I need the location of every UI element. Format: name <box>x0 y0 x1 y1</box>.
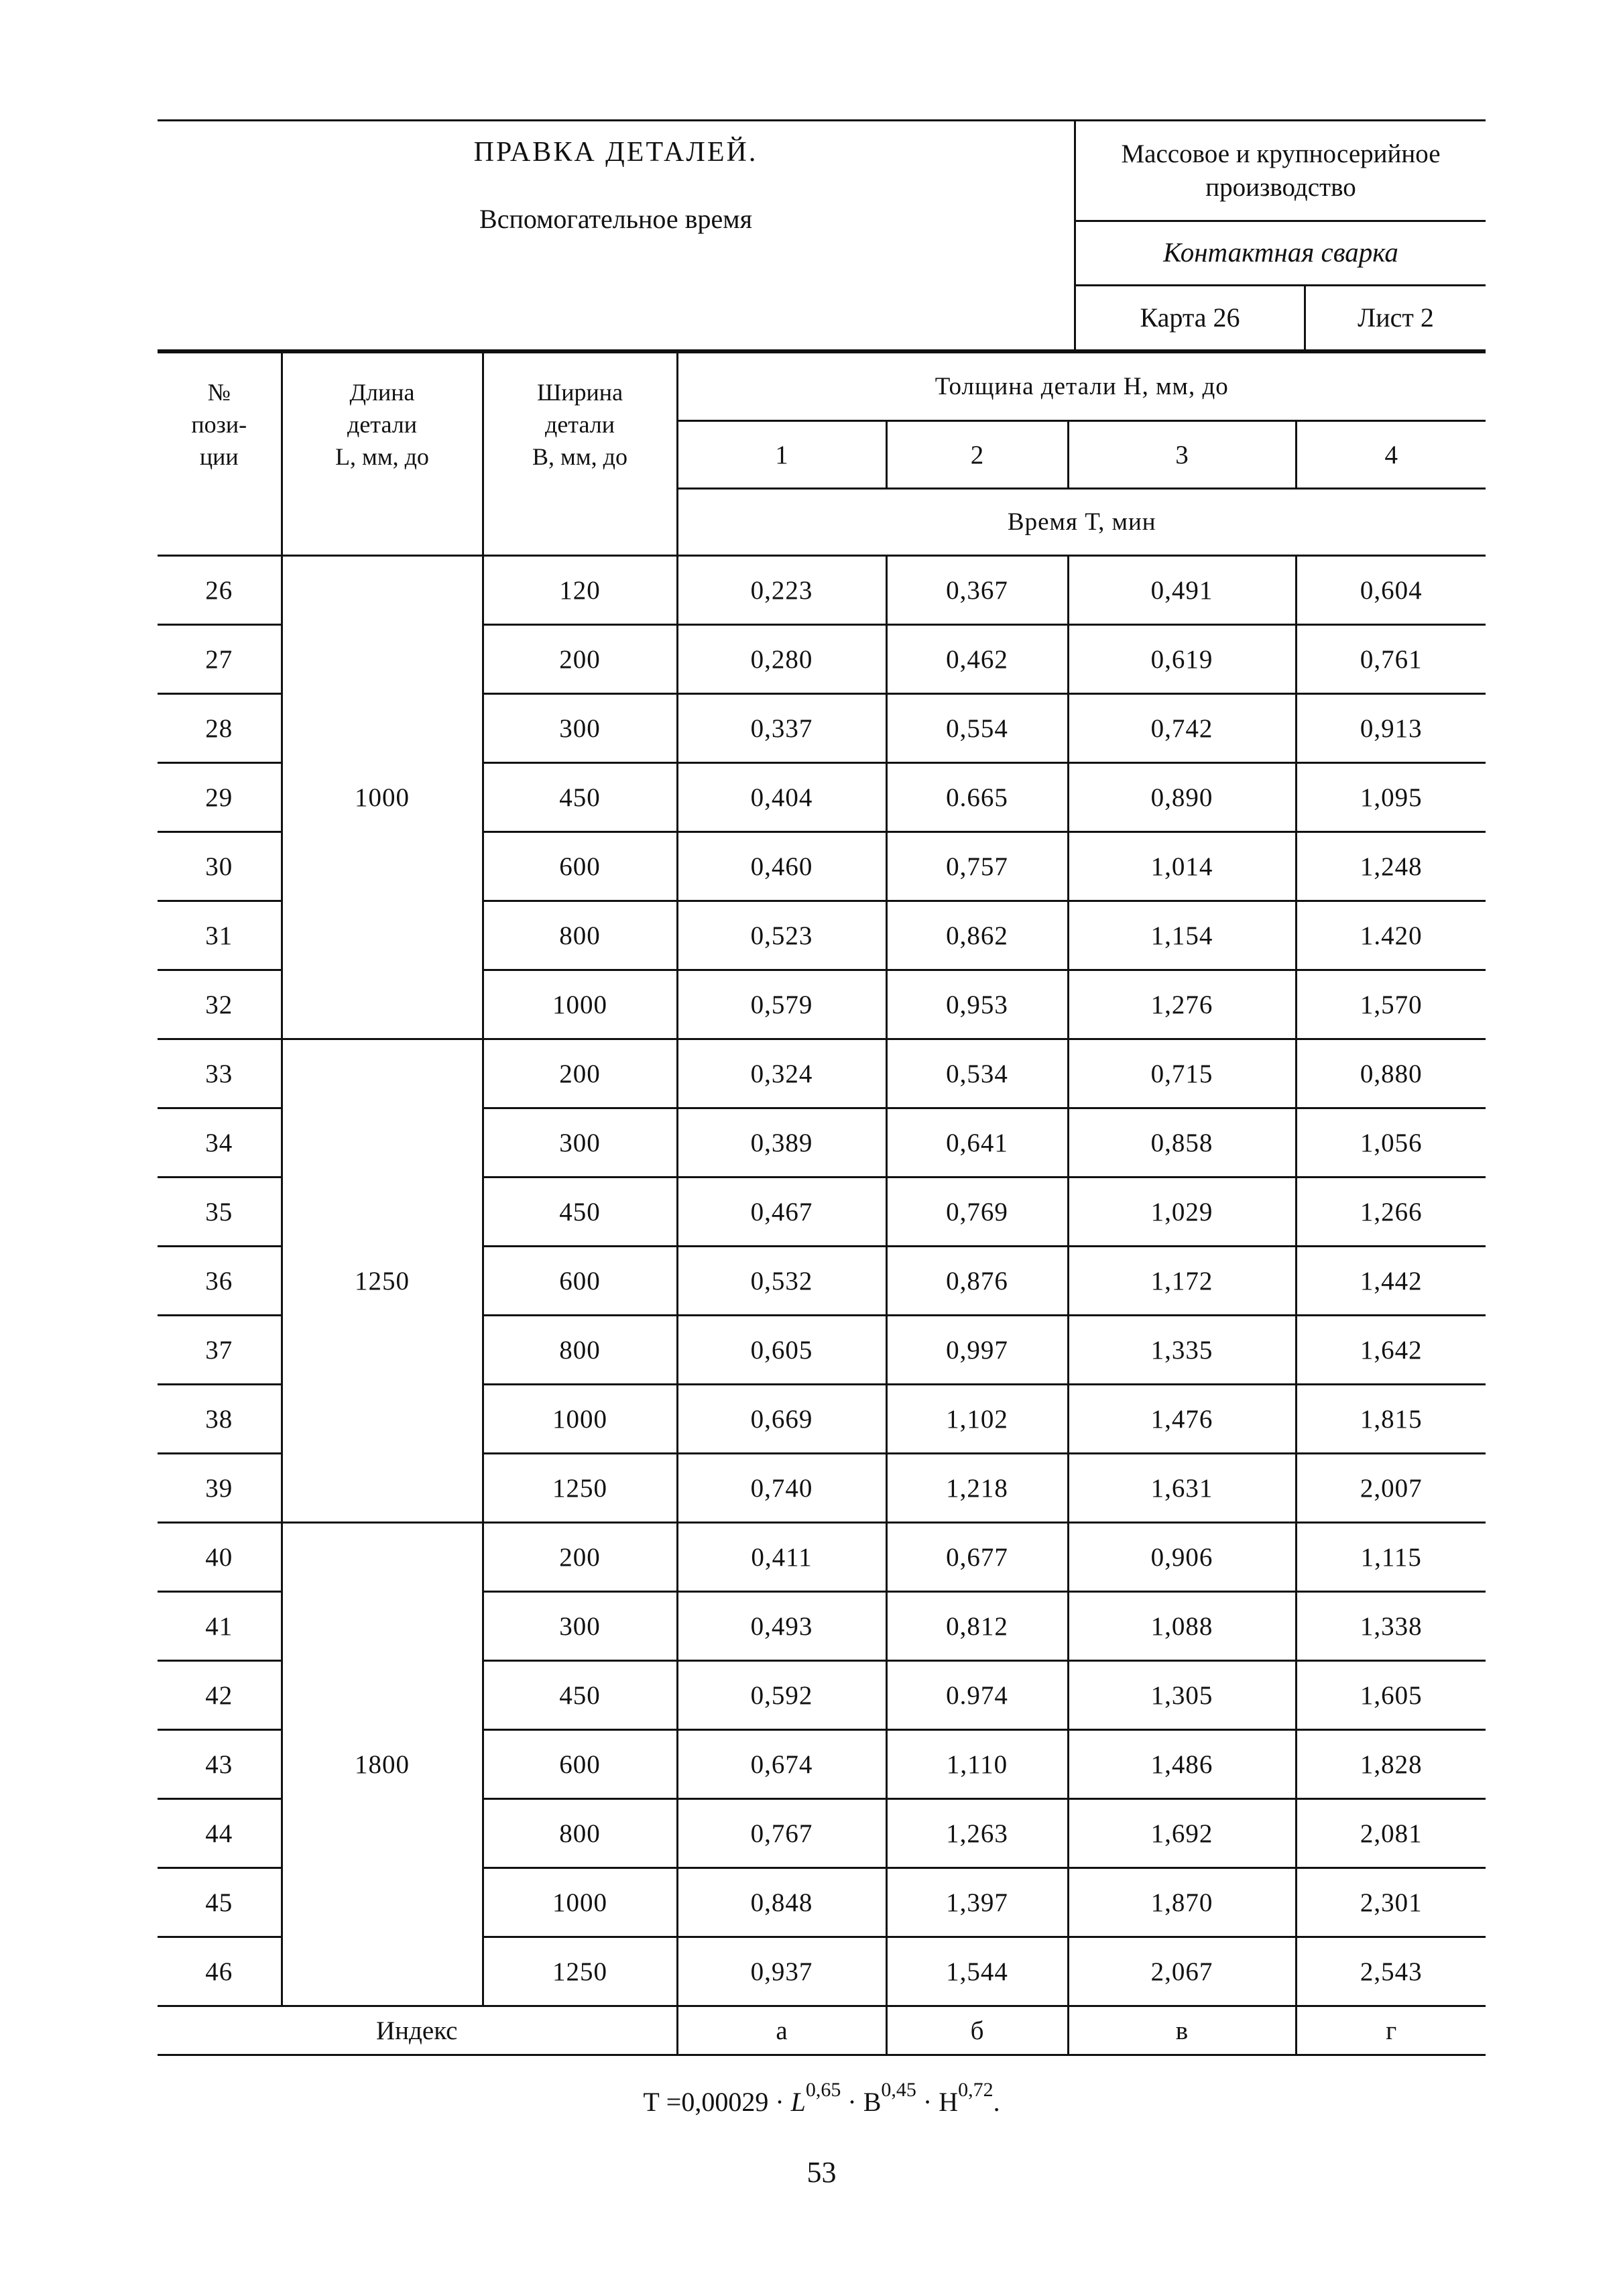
width-cell: 800 <box>483 901 677 970</box>
position-cell: 39 <box>158 1454 282 1523</box>
time-cell-h1: 0,740 <box>677 1454 886 1523</box>
position-cell: 42 <box>158 1661 282 1730</box>
time-cell-h4: 2,081 <box>1296 1799 1486 1868</box>
time-cell-h2: 0,757 <box>886 832 1068 901</box>
time-cell-h1: 0,493 <box>677 1592 886 1661</box>
width-cell: 800 <box>483 1316 677 1385</box>
pos-header-line2: пози- <box>191 411 247 438</box>
formula-l: L <box>790 2087 806 2117</box>
time-cell-h4: 1,605 <box>1296 1661 1486 1730</box>
formula-h: · Н <box>916 2087 959 2117</box>
length-cell: 1000 <box>282 556 483 1039</box>
thickness-3: 3 <box>1068 421 1296 489</box>
position-cell: 31 <box>158 901 282 970</box>
time-cell-h1: 0,579 <box>677 970 886 1039</box>
len-header-line2: детали <box>347 411 417 438</box>
time-cell-h1: 0,280 <box>677 625 886 694</box>
position-cell: 28 <box>158 694 282 763</box>
position-cell: 40 <box>158 1523 282 1592</box>
time-cell-h3: 1,276 <box>1068 970 1296 1039</box>
time-cell-h1: 0,337 <box>677 694 886 763</box>
time-cell-h2: 0,677 <box>886 1523 1068 1592</box>
header-info-cell <box>1076 121 1486 349</box>
time-cell-h1: 0,460 <box>677 832 886 901</box>
position-cell: 43 <box>158 1730 282 1799</box>
position-cell: 29 <box>158 763 282 832</box>
time-cell-h3: 0,715 <box>1068 1039 1296 1108</box>
time-cell-h3: 1,305 <box>1068 1661 1296 1730</box>
time-cell-h3: 1,154 <box>1068 901 1296 970</box>
position-cell: 45 <box>158 1868 282 1937</box>
production-type-line1: Массовое и крупносерийное <box>1121 139 1441 168</box>
width-cell: 450 <box>483 1661 677 1730</box>
time-cell-h1: 0,937 <box>677 1937 886 2006</box>
formula-lhs: Т =0,00029 · <box>643 2087 791 2117</box>
position-cell: 26 <box>158 556 282 625</box>
index-value: в <box>1068 2006 1296 2055</box>
time-cell-h2: 1,397 <box>886 1868 1068 1937</box>
formula-b: · В <box>841 2087 882 2117</box>
time-cell-h3: 0,742 <box>1068 694 1296 763</box>
width-cell: 120 <box>483 556 677 625</box>
time-cell-h1: 0,592 <box>677 1661 886 1730</box>
index-value: г <box>1296 2006 1486 2055</box>
wid-header-line1: Ширина <box>536 379 623 406</box>
time-cell-h2: 0,862 <box>886 901 1068 970</box>
position-cell: 37 <box>158 1316 282 1385</box>
width-cell: 200 <box>483 1523 677 1592</box>
formula-h-exponent: 0,72 <box>958 2079 994 2101</box>
time-cell-h4: 1.420 <box>1296 901 1486 970</box>
pos-header-line1: № <box>207 379 231 406</box>
time-cell-h2: 1,544 <box>886 1937 1068 2006</box>
table-row <box>158 556 1486 625</box>
len-header-line1: Длина <box>349 379 415 406</box>
time-cell-h2: 0,554 <box>886 694 1068 763</box>
production-type-line2: производство <box>1205 173 1356 202</box>
time-cell-h2: 0,534 <box>886 1039 1068 1108</box>
table-row <box>158 1523 1486 1592</box>
time-header: Время Т, мин <box>677 489 1486 556</box>
index-label: Индекс <box>158 2006 677 2055</box>
time-cell-h2: 0,641 <box>886 1108 1068 1178</box>
time-cell-h3: 0,491 <box>1068 556 1296 625</box>
time-table <box>158 351 1486 2056</box>
thickness-1: 1 <box>677 421 886 489</box>
document-subtitle: Вспомогательное время <box>479 204 752 234</box>
time-cell-h4: 0,880 <box>1296 1039 1486 1108</box>
position-cell: 32 <box>158 970 282 1039</box>
wid-header-line3: В, мм, до <box>532 443 627 470</box>
width-cell: 600 <box>483 832 677 901</box>
time-cell-h3: 1,335 <box>1068 1316 1296 1385</box>
time-cell-h1: 0,674 <box>677 1730 886 1799</box>
time-cell-h4: 0,604 <box>1296 556 1486 625</box>
time-cell-h3: 0,906 <box>1068 1523 1296 1592</box>
time-cell-h3: 1,088 <box>1068 1592 1296 1661</box>
card-sheet-row <box>1076 286 1486 349</box>
time-cell-h2: 0,769 <box>886 1178 1068 1247</box>
time-cell-h2: 0,367 <box>886 556 1068 625</box>
time-cell-h4: 1,266 <box>1296 1178 1486 1247</box>
index-value: а <box>677 2006 886 2055</box>
time-cell-h4: 1,642 <box>1296 1316 1486 1385</box>
time-cell-h3: 1,486 <box>1068 1730 1296 1799</box>
width-cell: 800 <box>483 1799 677 1868</box>
page-number: 53 <box>806 2156 837 2189</box>
time-cell-h2: 1,218 <box>886 1454 1068 1523</box>
time-cell-h4: 1,815 <box>1296 1385 1486 1454</box>
time-cell-h2: 0,997 <box>886 1316 1068 1385</box>
time-cell-h1: 0,848 <box>677 1868 886 1937</box>
table-row <box>158 1039 1486 1108</box>
time-cell-h4: 1,056 <box>1296 1108 1486 1178</box>
width-column-header <box>483 353 677 556</box>
length-cell: 1800 <box>282 1523 483 2006</box>
header-title-cell <box>158 121 1076 349</box>
length-cell: 1250 <box>282 1039 483 1523</box>
time-cell-h2: 1,110 <box>886 1730 1068 1799</box>
width-cell: 300 <box>483 1592 677 1661</box>
length-column-header <box>282 353 483 556</box>
position-cell: 46 <box>158 1937 282 2006</box>
position-cell: 38 <box>158 1385 282 1454</box>
position-cell: 30 <box>158 832 282 901</box>
page <box>158 119 1486 2189</box>
width-cell: 1250 <box>483 1454 677 1523</box>
wid-header-line2: детали <box>545 411 615 438</box>
time-cell-h2: 0,812 <box>886 1592 1068 1661</box>
time-cell-h1: 0,223 <box>677 556 886 625</box>
thickness-2: 2 <box>886 421 1068 489</box>
process-name: Контактная сварка <box>1076 222 1486 286</box>
time-cell-h2: 0,953 <box>886 970 1068 1039</box>
time-cell-h2: 1,102 <box>886 1385 1068 1454</box>
time-cell-h2: 0.974 <box>886 1661 1068 1730</box>
formula-tail: . <box>993 2087 1000 2117</box>
time-cell-h3: 1,476 <box>1068 1385 1296 1454</box>
formula-l-exponent: 0,65 <box>805 2079 841 2101</box>
time-cell-h3: 1,692 <box>1068 1799 1296 1868</box>
position-cell: 33 <box>158 1039 282 1108</box>
thickness-header: Толщина детали Н, мм, до <box>677 353 1486 421</box>
width-cell: 1000 <box>483 1868 677 1937</box>
width-cell: 200 <box>483 1039 677 1108</box>
time-cell-h1: 0,389 <box>677 1108 886 1178</box>
time-cell-h4: 1,570 <box>1296 970 1486 1039</box>
formula <box>158 2079 1486 2118</box>
position-column-header <box>158 353 282 556</box>
time-cell-h4: 2,301 <box>1296 1868 1486 1937</box>
width-cell: 300 <box>483 694 677 763</box>
time-cell-h4: 0,913 <box>1296 694 1486 763</box>
time-cell-h4: 1,442 <box>1296 1247 1486 1316</box>
time-cell-h3: 1,870 <box>1068 1868 1296 1937</box>
production-type <box>1076 121 1486 222</box>
position-cell: 44 <box>158 1799 282 1868</box>
time-cell-h4: 1,095 <box>1296 763 1486 832</box>
time-cell-h1: 0,324 <box>677 1039 886 1108</box>
position-cell: 34 <box>158 1108 282 1178</box>
document-title: ПРАВКА ДЕТАЛЕЙ. <box>473 137 758 168</box>
position-cell: 27 <box>158 625 282 694</box>
len-header-line3: L, мм, до <box>335 443 429 470</box>
thickness-4: 4 <box>1296 421 1486 489</box>
time-cell-h1: 0,767 <box>677 1799 886 1868</box>
time-cell-h4: 2,007 <box>1296 1454 1486 1523</box>
time-cell-h1: 0,404 <box>677 763 886 832</box>
width-cell: 1000 <box>483 970 677 1039</box>
time-cell-h1: 0,532 <box>677 1247 886 1316</box>
width-cell: 600 <box>483 1730 677 1799</box>
time-cell-h1: 0,669 <box>677 1385 886 1454</box>
header-row <box>158 353 1486 421</box>
time-cell-h3: 2,067 <box>1068 1937 1296 2006</box>
time-cell-h3: 1,631 <box>1068 1454 1296 1523</box>
time-cell-h3: 0,619 <box>1068 625 1296 694</box>
time-cell-h4: 0,761 <box>1296 625 1486 694</box>
time-table-body <box>158 353 1486 2055</box>
time-cell-h3: 0,890 <box>1068 763 1296 832</box>
width-cell: 1250 <box>483 1937 677 2006</box>
time-cell-h2: 0,876 <box>886 1247 1068 1316</box>
time-cell-h2: 0.665 <box>886 763 1068 832</box>
index-row <box>158 2006 1486 2055</box>
time-cell-h2: 1,263 <box>886 1799 1068 1868</box>
width-cell: 450 <box>483 763 677 832</box>
index-value: б <box>886 2006 1068 2055</box>
time-cell-h1: 0,411 <box>677 1523 886 1592</box>
card-number: Карта 26 <box>1076 286 1306 349</box>
position-cell: 35 <box>158 1178 282 1247</box>
pos-header-line3: ции <box>199 443 239 470</box>
time-cell-h4: 2,543 <box>1296 1937 1486 2006</box>
time-cell-h1: 0,523 <box>677 901 886 970</box>
formula-b-exponent: 0,45 <box>881 2079 916 2101</box>
time-cell-h3: 1,014 <box>1068 832 1296 901</box>
time-cell-h3: 1,029 <box>1068 1178 1296 1247</box>
time-cell-h4: 1,115 <box>1296 1523 1486 1592</box>
width-cell: 1000 <box>483 1385 677 1454</box>
position-cell: 36 <box>158 1247 282 1316</box>
time-cell-h1: 0,467 <box>677 1178 886 1247</box>
width-cell: 300 <box>483 1108 677 1178</box>
time-cell-h3: 1,172 <box>1068 1247 1296 1316</box>
header-block <box>158 119 1486 351</box>
sheet-number: Лист 2 <box>1358 302 1434 333</box>
time-cell-h1: 0,605 <box>677 1316 886 1385</box>
time-cell-h2: 0,462 <box>886 625 1068 694</box>
width-cell: 200 <box>483 625 677 694</box>
width-cell: 600 <box>483 1247 677 1316</box>
width-cell: 450 <box>483 1178 677 1247</box>
time-cell-h4: 1,828 <box>1296 1730 1486 1799</box>
position-cell: 41 <box>158 1592 282 1661</box>
time-cell-h4: 1,248 <box>1296 832 1486 901</box>
time-cell-h4: 1,338 <box>1296 1592 1486 1661</box>
time-cell-h3: 0,858 <box>1068 1108 1296 1178</box>
